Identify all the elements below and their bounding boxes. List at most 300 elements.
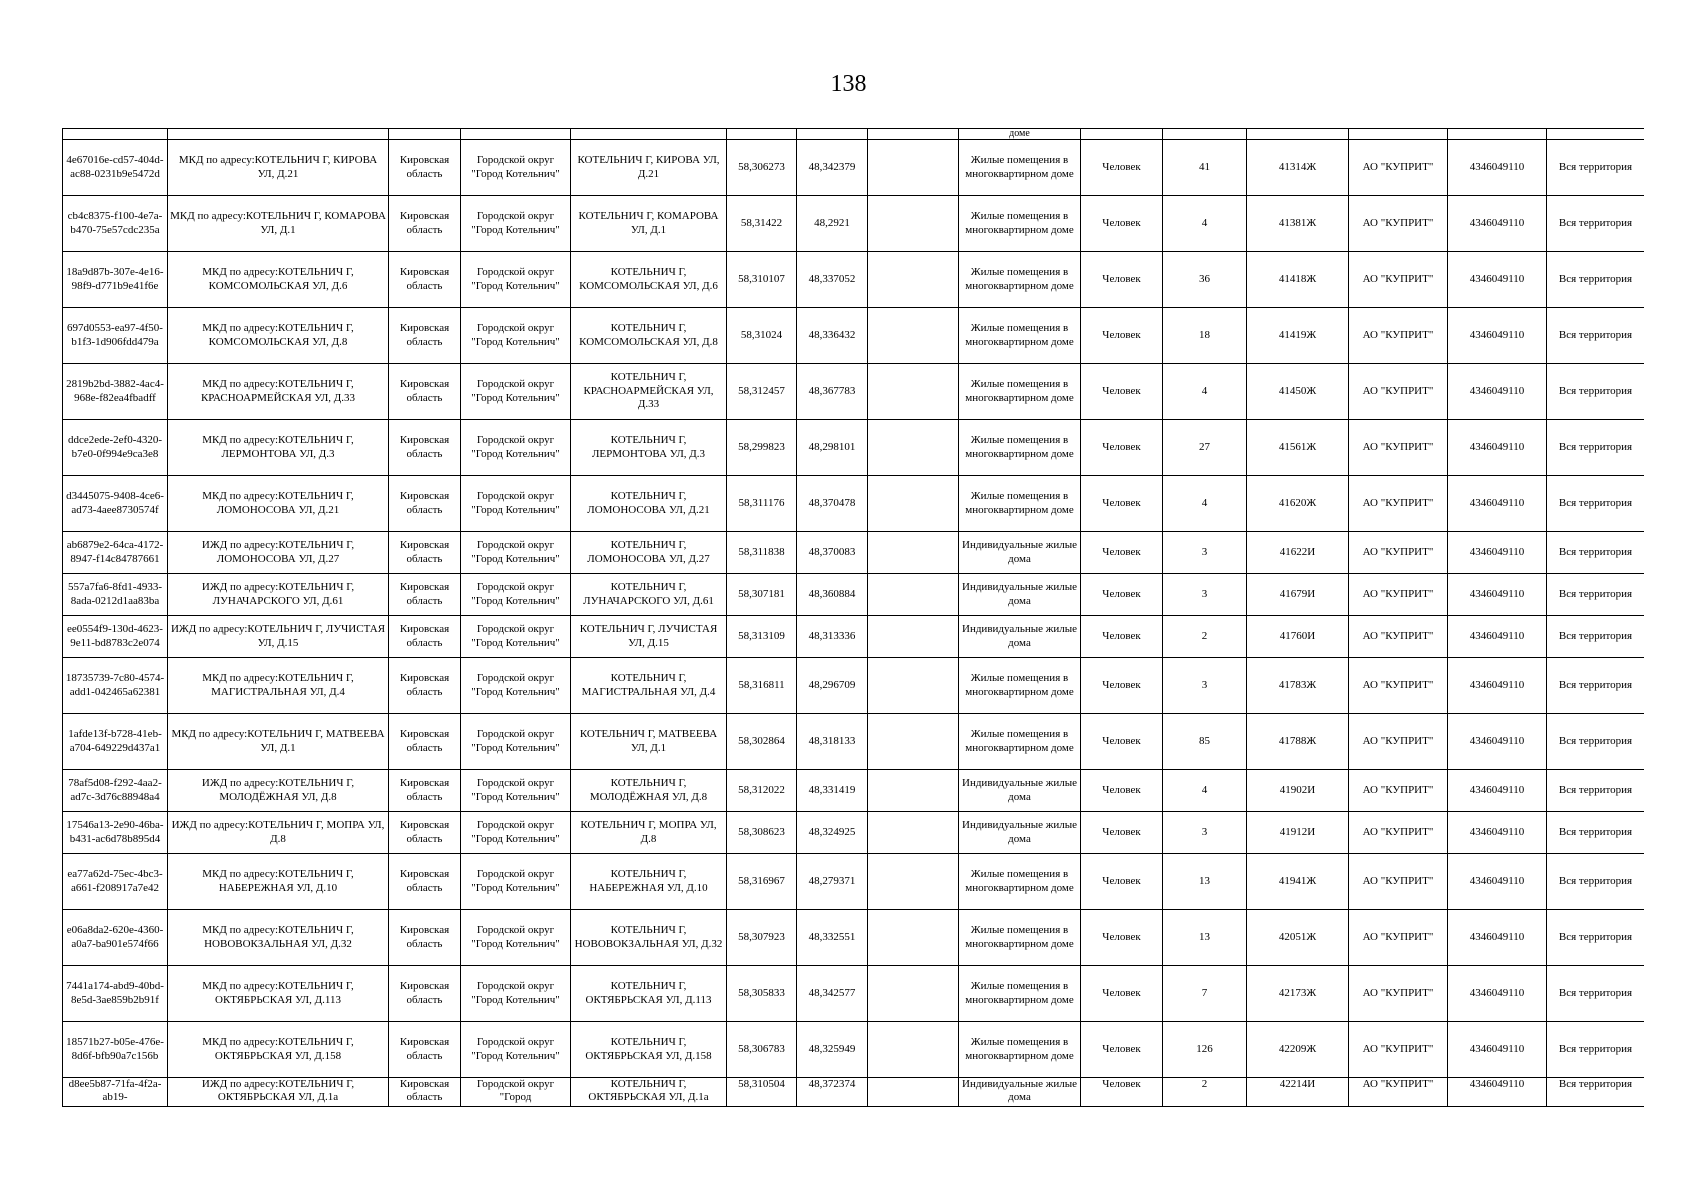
- cell-unit-text: Человек: [1102, 930, 1141, 943]
- cell-category-text: Жилые помещения в многоквартирном доме: [965, 728, 1074, 754]
- cell-inn-text: 4346049110: [1469, 1042, 1525, 1055]
- cell-id-text: 697d0553-ea97-4f50-b1f3-1d906fdd479a: [67, 322, 163, 348]
- cell-org: [1349, 1022, 1448, 1078]
- cell-category: [959, 532, 1081, 574]
- cell-territory: [1547, 910, 1645, 966]
- cell-lon: [797, 140, 868, 196]
- cell-region: [389, 910, 461, 966]
- cell-object-text: ИЖД по адресу:КОТЕЛЬНИЧ Г, МОЛОДЁЖНАЯ УЛ, Д.8: [201, 777, 355, 803]
- table-row: [63, 1078, 1645, 1107]
- cell-address-text: КОТЕЛЬНИЧ Г, ЛУЧИСТАЯ УЛ, Д.15: [579, 623, 718, 649]
- cell-code-text: 41620Ж: [1278, 496, 1317, 509]
- cell-region: [389, 1022, 461, 1078]
- cell-code: [1247, 714, 1349, 770]
- cell-org: [1349, 854, 1448, 910]
- cell-territory: [1547, 252, 1645, 308]
- cell-lat: [727, 658, 797, 714]
- cell-id: [63, 812, 168, 854]
- cell-inn: [1448, 966, 1547, 1022]
- table-row: [63, 574, 1645, 616]
- cell-region-text: Кировская область: [399, 1078, 450, 1104]
- cell-count: [1163, 140, 1247, 196]
- cell-inn: [1448, 196, 1547, 252]
- cell-unit: [1081, 140, 1163, 196]
- cell-code-text: 41314Ж: [1278, 160, 1317, 173]
- cell-code: [1247, 574, 1349, 616]
- cell-object: [168, 812, 389, 854]
- cell-empty: [868, 1022, 959, 1078]
- cell-unit-text: Человек: [1102, 440, 1141, 453]
- cell-unit-text: Человек: [1102, 874, 1141, 887]
- cell-org-text: АО "КУПРИТ": [1362, 986, 1434, 999]
- cell-lat-text: 58,311838: [738, 545, 785, 558]
- cell-inn: [1448, 812, 1547, 854]
- cell-inn-text: 4346049110: [1469, 678, 1525, 691]
- cell-lon-text: 48,336432: [808, 328, 856, 341]
- table-row: [63, 532, 1645, 574]
- cell-unit: [1081, 476, 1163, 532]
- cell-address: [571, 714, 727, 770]
- cell-district: [461, 364, 571, 420]
- cell-id-text: 18571b27-b05e-476e-8d6f-bfb90a7c156b: [66, 1036, 164, 1062]
- cell-territory-text: Вся территория: [1558, 328, 1633, 341]
- cell-org-text: АО "КУПРИТ": [1362, 328, 1434, 341]
- cell-unit: [1081, 574, 1163, 616]
- cell-inn: [1448, 420, 1547, 476]
- cell-code-text: 41902И: [1279, 783, 1316, 796]
- table-row: [63, 616, 1645, 658]
- cell-object: [168, 476, 389, 532]
- cell-territory-text: Вся территория: [1558, 825, 1633, 838]
- cell-inn-text: 4346049110: [1469, 629, 1525, 642]
- cell-category-text: Жилые помещения в многоквартирном доме: [965, 924, 1074, 950]
- cell-id: [63, 770, 168, 812]
- cell-lat: [727, 476, 797, 532]
- cell-org: [1349, 420, 1448, 476]
- cell-district: [461, 812, 571, 854]
- cell-inn: [1448, 1022, 1547, 1078]
- table-row: [63, 1022, 1645, 1078]
- table-row: [63, 770, 1645, 812]
- cell-code: [1247, 196, 1349, 252]
- cell-empty: [868, 364, 959, 420]
- cell-org: [1349, 770, 1448, 812]
- cell-id-text: 4e67016e-cd57-404d-ac88-0231b9e5472d: [66, 154, 164, 180]
- cell-inn-text: 4346049110: [1469, 160, 1525, 173]
- cell-territory: [1547, 658, 1645, 714]
- cell-district-text: Городской округ "Город Котельнич": [471, 868, 560, 894]
- cell-territory-text: Вся территория: [1558, 272, 1633, 285]
- cell-count: [1163, 574, 1247, 616]
- cell-district: [461, 770, 571, 812]
- cell-lat: [727, 966, 797, 1022]
- cell-address-text: КОТЕЛЬНИЧ Г, ОКТЯБРЬСКАЯ УЛ, Д.113: [585, 980, 712, 1006]
- cell-count: [1163, 812, 1247, 854]
- cell-district-text: Городской округ "Город Котельнич": [471, 539, 560, 565]
- cell-count-text: 36: [1199, 272, 1210, 285]
- cell-district: [461, 420, 571, 476]
- cell-lat: [727, 364, 797, 420]
- cell-org-text: АО "КУПРИТ": [1362, 930, 1434, 943]
- cell-lon: [797, 196, 868, 252]
- cell-category: [959, 812, 1081, 854]
- cell-region-text: Кировская область: [399, 378, 450, 404]
- cell-address-text: КОТЕЛЬНИЧ Г, ЛЕРМОНТОВА УЛ, Д.3: [591, 434, 706, 460]
- cell-count-text: 4: [1201, 496, 1208, 509]
- table-row: [63, 308, 1645, 364]
- cell-region: [389, 812, 461, 854]
- cell-id-text: e06a8da2-620e-4360-a0a7-ba901e574f66: [66, 924, 164, 950]
- cell-code: [1247, 854, 1349, 910]
- cell-org: [1349, 966, 1448, 1022]
- cell-territory: [1547, 574, 1645, 616]
- cell-category: [959, 770, 1081, 812]
- cell-district-text: Городской округ "Город Котельнич": [471, 581, 560, 607]
- cell-region: [389, 714, 461, 770]
- cell-count: [1163, 420, 1247, 476]
- cell-object: [168, 770, 389, 812]
- cell-count: [1163, 910, 1247, 966]
- cell-org: [1349, 196, 1448, 252]
- cell-address-text: КОТЕЛЬНИЧ Г, МОПРА УЛ, Д.8: [580, 819, 717, 845]
- cell-inn: [1448, 476, 1547, 532]
- cell-unit: [1081, 364, 1163, 420]
- cell-unit-text: Человек: [1102, 629, 1141, 642]
- cell-inn-text: 4346049110: [1469, 783, 1525, 796]
- cell-object: [168, 532, 389, 574]
- cell-unit: [1081, 1022, 1163, 1078]
- cell-org-text: АО "КУПРИТ": [1362, 783, 1434, 796]
- cell-unit-text: Человек: [1102, 272, 1141, 285]
- cell-object-text: МКД по адресу:КОТЕЛЬНИЧ Г, КОМАРОВА УЛ, Д.1: [170, 210, 386, 236]
- cell-inn-text: 4346049110: [1469, 930, 1525, 943]
- cell-org-text: АО "КУПРИТ": [1362, 1078, 1434, 1090]
- cell-region-text: Кировская область: [399, 980, 450, 1006]
- cell-id: [63, 476, 168, 532]
- cell-id: [63, 196, 168, 252]
- cell-region-text: Кировская область: [399, 623, 450, 649]
- cell-district: [461, 532, 571, 574]
- cell-category-text: Жилые помещения в многоквартирном доме: [965, 434, 1074, 460]
- cell-region: [389, 196, 461, 252]
- cell-object-text: МКД по адресу:КОТЕЛЬНИЧ Г, МАГИСТРАЛЬНАЯ УЛ, Д.4: [202, 672, 354, 698]
- cell-count: [1163, 1078, 1247, 1107]
- cell-district-text: Городской округ "Город Котельнич": [471, 672, 560, 698]
- cell-inn-text: 4346049110: [1469, 440, 1525, 453]
- table-row: [63, 476, 1645, 532]
- cell-object-text: ИЖД по адресу:КОТЕЛЬНИЧ Г, ЛУЧИСТАЯ УЛ, Д.15: [170, 623, 386, 649]
- cell-inn: [1448, 616, 1547, 658]
- cell-district-text: Городской округ "Город Котельнич": [471, 777, 560, 803]
- cell-org-text: АО "КУПРИТ": [1362, 825, 1434, 838]
- cell-region-text: Кировская область: [399, 539, 450, 565]
- cell-code-text: 42173Ж: [1278, 986, 1317, 999]
- cell-category-text: Индивидуальные жилые дома: [962, 623, 1077, 649]
- cell-district-text: Городской округ "Город Котельнич": [471, 378, 560, 404]
- cell-id-text: 7441a174-abd9-40bd-8e5d-3ae859b2b91f: [66, 980, 164, 1006]
- cell-address-text: КОТЕЛЬНИЧ Г, МАГИСТРАЛЬНАЯ УЛ, Д.4: [581, 672, 716, 698]
- cell-district: [461, 1078, 571, 1107]
- cell-lon-text: 48,325949: [808, 1042, 856, 1055]
- cell-empty: [868, 532, 959, 574]
- cell-code: [1247, 616, 1349, 658]
- cell-unit: [1081, 812, 1163, 854]
- cell-inn: [1448, 910, 1547, 966]
- cell-region-text: Кировская область: [399, 322, 450, 348]
- cell-count-text: 41: [1199, 160, 1210, 173]
- cell-address-text: КОТЕЛЬНИЧ Г, НАБЕРЕЖНАЯ УЛ, Д.10: [589, 868, 708, 894]
- cell-territory: [1547, 364, 1645, 420]
- cell-address: [571, 658, 727, 714]
- cell-address: [571, 140, 727, 196]
- cell-region: [389, 476, 461, 532]
- cell-address-text: КОТЕЛЬНИЧ Г, КОМАРОВА УЛ, Д.1: [578, 210, 719, 236]
- cell-category: [959, 658, 1081, 714]
- cell-inn-text: 4346049110: [1469, 986, 1525, 999]
- cell-district: [461, 910, 571, 966]
- cell-category: [959, 714, 1081, 770]
- cell-category: [959, 910, 1081, 966]
- cell-district: [461, 658, 571, 714]
- cell-category-text: Жилые помещения в многоквартирном доме: [965, 672, 1074, 698]
- cell-count-text: 3: [1201, 825, 1208, 838]
- cell-empty: [868, 854, 959, 910]
- cell-category: [959, 196, 1081, 252]
- cell-org-text: АО "КУПРИТ": [1362, 1042, 1434, 1055]
- cell-count-text: 13: [1199, 930, 1210, 943]
- cell-org: [1349, 308, 1448, 364]
- cell-region-text: Кировская область: [399, 154, 450, 180]
- cell-id: [63, 966, 168, 1022]
- cell-object-text: МКД по адресу:КОТЕЛЬНИЧ Г, МАТВЕЕВА УЛ, Д.1: [171, 728, 385, 754]
- cell-address-text: КОТЕЛЬНИЧ Г, МАТВЕЕВА УЛ, Д.1: [579, 728, 718, 754]
- cell-count-text: 2: [1201, 629, 1208, 642]
- cell-lon-text: 48,370083: [808, 545, 856, 558]
- cell-empty: [868, 616, 959, 658]
- cell-region: [389, 616, 461, 658]
- cell-count-text: 126: [1196, 1042, 1213, 1055]
- cell-id: [63, 714, 168, 770]
- cell-id-text: 2819b2bd-3882-4ac4-968e-f82ea4fbadff: [66, 378, 164, 404]
- cell-code: [1247, 812, 1349, 854]
- cell-lon: [797, 1078, 868, 1107]
- cell-inn-text: 4346049110: [1469, 825, 1525, 838]
- cell-code-text: 42051Ж: [1278, 930, 1317, 943]
- cell-object: [168, 196, 389, 252]
- cell-district-text: Городской округ "Город Котельнич": [471, 728, 560, 754]
- cell-empty: [868, 252, 959, 308]
- cell-lon-text: 48,370478: [808, 496, 856, 509]
- cell-code-text: 41912И: [1279, 825, 1316, 838]
- cell-code: [1247, 252, 1349, 308]
- cell-inn-text: 4346049110: [1469, 874, 1525, 887]
- cell-object-text: МКД по адресу:КОТЕЛЬНИЧ Г, ЛЕРМОНТОВА УЛ, Д.3: [202, 434, 354, 460]
- cell-org: [1349, 140, 1448, 196]
- cell-id: [63, 910, 168, 966]
- cell-count: [1163, 658, 1247, 714]
- cell-district-text: Городской округ "Город Котельнич": [471, 1036, 560, 1062]
- cell-empty: [868, 196, 959, 252]
- cell-lat: [727, 714, 797, 770]
- cell-territory-text: Вся территория: [1558, 874, 1633, 887]
- cell-unit: [1081, 966, 1163, 1022]
- cell-count: [1163, 532, 1247, 574]
- cell-lon: [797, 910, 868, 966]
- cell-lon-text: 48,331419: [808, 783, 856, 796]
- cell-territory: [1547, 420, 1645, 476]
- cell-inn-text: 4346049110: [1469, 216, 1525, 229]
- cell-object-text: ИЖД по адресу:КОТЕЛЬНИЧ Г, ЛУНАЧАРСКОГО УЛ, Д.61: [201, 581, 355, 607]
- cell-object-text: МКД по адресу:КОТЕЛЬНИЧ Г, КИРОВА УЛ, Д.21: [178, 154, 378, 180]
- cell-region: [389, 252, 461, 308]
- cell-lon: [797, 364, 868, 420]
- cell-unit: [1081, 308, 1163, 364]
- cell-territory-text: Вся территория: [1558, 384, 1633, 397]
- cell-inn: [1448, 1078, 1547, 1107]
- cell-id: [63, 616, 168, 658]
- cell-object: [168, 658, 389, 714]
- table-row-continued: [63, 129, 1645, 140]
- cell-org-text: АО "КУПРИТ": [1362, 587, 1434, 600]
- cell-category: [959, 252, 1081, 308]
- cell-district: [461, 714, 571, 770]
- cell-count: [1163, 252, 1247, 308]
- cell-territory: [1547, 308, 1645, 364]
- cell-object-text: МКД по адресу:КОТЕЛЬНИЧ Г, НАБЕРЕЖНАЯ УЛ, Д.10: [202, 868, 354, 894]
- cell-category-text: Индивидуальные жилые дома: [962, 777, 1077, 803]
- cell-code-text: 41419Ж: [1278, 328, 1317, 341]
- cell-lon: [797, 966, 868, 1022]
- cell-empty: [868, 1078, 959, 1107]
- cell-unit: [1081, 770, 1163, 812]
- cell-inn: [1448, 770, 1547, 812]
- cell-region: [389, 140, 461, 196]
- cell-inn: [1448, 364, 1547, 420]
- cell-id: [63, 308, 168, 364]
- cell-address: [571, 196, 727, 252]
- cell-lon: [797, 854, 868, 910]
- cell-address-text: КОТЕЛЬНИЧ Г, КОМСОМОЛЬСКАЯ УЛ, Д.8: [579, 322, 718, 348]
- cell-district-text: Городской округ "Город Котельнич": [471, 980, 560, 1006]
- cell-category: [959, 140, 1081, 196]
- cell-inn-text: 4346049110: [1469, 384, 1525, 397]
- cell-address: [571, 476, 727, 532]
- cell-lon: [797, 574, 868, 616]
- cell-district: [461, 252, 571, 308]
- cell-address: [571, 854, 727, 910]
- cell-territory-text: Вся территория: [1558, 496, 1633, 509]
- cell-code-text: 41760И: [1279, 629, 1316, 642]
- cell-lon-text: 48,372374: [808, 1078, 856, 1090]
- cell-category-text: Жилые помещения в многоквартирном доме: [965, 868, 1074, 894]
- cell-address: [571, 532, 727, 574]
- cell-region: [389, 658, 461, 714]
- cell-category: [959, 616, 1081, 658]
- cell-lat: [727, 532, 797, 574]
- cell-lat: [727, 854, 797, 910]
- cell-id: [63, 854, 168, 910]
- cell-code: [1247, 420, 1349, 476]
- cell-id-text: 78af5d08-f292-4aa2-ad7c-3d76c88948a4: [68, 777, 162, 803]
- cell-object: [168, 616, 389, 658]
- cell-lat-text: 58,312457: [738, 384, 785, 397]
- cell-empty: [868, 574, 959, 616]
- table-row: [63, 854, 1645, 910]
- cell-inn-text: 4346049110: [1469, 587, 1525, 600]
- cell-region: [389, 966, 461, 1022]
- cell-object-text: ИЖД по адресу:КОТЕЛЬНИЧ Г, ОКТЯБРЬСКАЯ УЛ, Д.1а: [201, 1078, 355, 1104]
- cell-unit-text: Человек: [1102, 734, 1141, 747]
- cell-count-text: 4: [1201, 384, 1208, 397]
- cell-unit-text: Человек: [1102, 545, 1141, 558]
- cell-address-text: КОТЕЛЬНИЧ Г, ЛОМОНОСОВА УЛ, Д.21: [587, 490, 710, 516]
- cell-object-text: МКД по адресу:КОТЕЛЬНИЧ Г, КОМСОМОЛЬСКАЯ УЛ, Д.8: [202, 322, 354, 348]
- cell-category-text: Жилые помещения в многоквартирном доме: [965, 490, 1074, 516]
- cell-object: [168, 854, 389, 910]
- cell-region-text: Кировская область: [399, 728, 450, 754]
- cell-region: [389, 532, 461, 574]
- cell-address-text: КОТЕЛЬНИЧ Г, КИРОВА УЛ, Д.21: [577, 154, 720, 180]
- cell-org: [1349, 658, 1448, 714]
- cell-object-text: МКД по адресу:КОТЕЛЬНИЧ Г, НОВОВОКЗАЛЬНАЯ УЛ, Д.32: [202, 924, 354, 950]
- cell-count-text: 85: [1199, 734, 1210, 747]
- cell-category: [959, 966, 1081, 1022]
- cell-unit-text: Человек: [1102, 216, 1141, 229]
- table-row: [63, 966, 1645, 1022]
- cell-region-text: Кировская область: [399, 434, 450, 460]
- cell-org: [1349, 812, 1448, 854]
- cell-lon: [797, 714, 868, 770]
- cell-empty: [868, 420, 959, 476]
- cell-lon-text: 48,313336: [808, 629, 856, 642]
- cell-inn: [1448, 574, 1547, 616]
- cell-count: [1163, 854, 1247, 910]
- cell-code-text: 41783Ж: [1278, 678, 1317, 691]
- cell-region: [389, 364, 461, 420]
- cell-lon-text: 48,332551: [808, 930, 856, 943]
- cell-region-text: Кировская область: [399, 819, 450, 845]
- cell-id: [63, 1022, 168, 1078]
- cell-code: [1247, 1022, 1349, 1078]
- cell-region: [389, 420, 461, 476]
- cell-region: [389, 308, 461, 364]
- cell-unit: [1081, 714, 1163, 770]
- cell-region-text: Кировская область: [399, 672, 450, 698]
- cell-id-text: 557a7fa6-8fd1-4933-8ada-0212d1aa83ba: [67, 581, 163, 607]
- cell-unit-text: Человек: [1102, 160, 1141, 173]
- cell-territory-text: Вся территория: [1558, 930, 1633, 943]
- cell-empty: [868, 812, 959, 854]
- cell-empty: [868, 140, 959, 196]
- table-row: [63, 714, 1645, 770]
- cell-lat-text: 58,302864: [738, 734, 785, 747]
- cell-district: [461, 966, 571, 1022]
- cell-region-text: Кировская область: [399, 490, 450, 516]
- cell-org: [1349, 910, 1448, 966]
- cell-id-text: ab6879e2-64ca-4172-8947-f14c84787661: [66, 539, 164, 565]
- cell-id-text: cb4c8375-f100-4e7a-b470-75e57cdc235a: [67, 210, 163, 236]
- cell-inn-text: 4346049110: [1469, 496, 1525, 509]
- cell-org: [1349, 616, 1448, 658]
- cell-unit: [1081, 910, 1163, 966]
- cell-region: [389, 770, 461, 812]
- cell-lat: [727, 252, 797, 308]
- cell-territory: [1547, 770, 1645, 812]
- cell-territory-text: Вся территория: [1558, 545, 1633, 558]
- table-row: [63, 252, 1645, 308]
- cell-code: [1247, 476, 1349, 532]
- cell-lat: [727, 770, 797, 812]
